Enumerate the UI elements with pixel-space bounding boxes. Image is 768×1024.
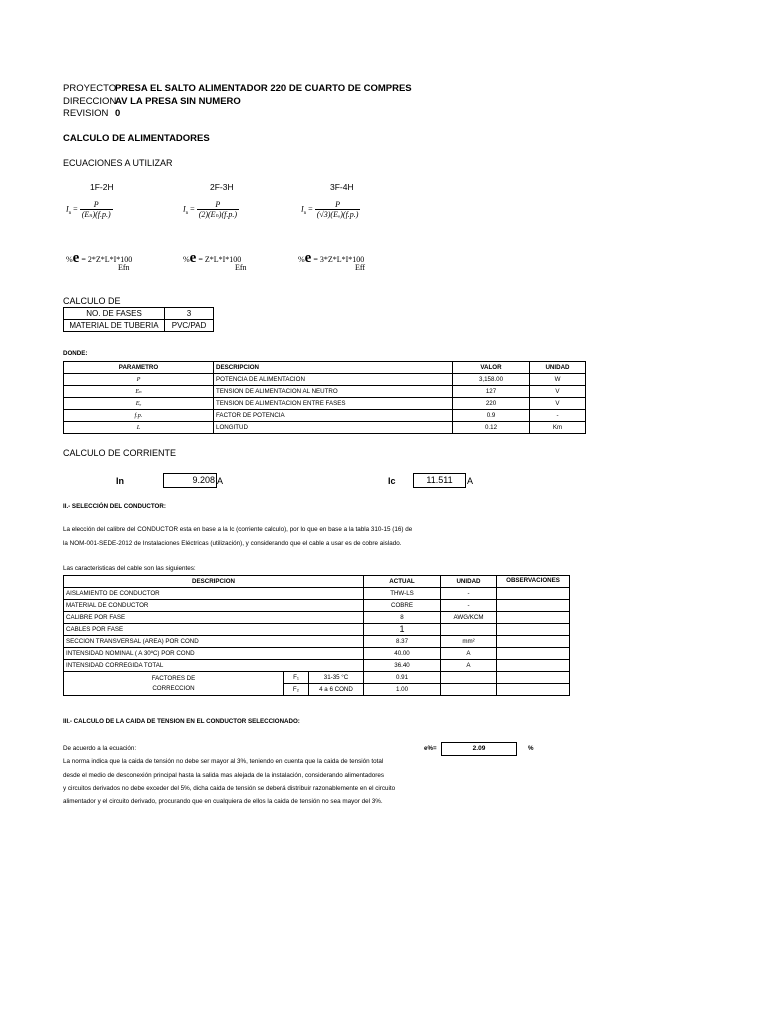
- e-value: 2.09: [441, 742, 517, 756]
- table-row: L LONGITUD 0.12 Km: [64, 422, 586, 434]
- equations-heading: ECUACIONES A UTILIZAR: [63, 158, 173, 168]
- eq-label-3f4h: 3F-4H: [330, 182, 354, 192]
- ic-value: 11.511: [413, 473, 466, 488]
- table-row: FACTORES DE CORRECCION F₁ 31-35 °C 0.91: [64, 672, 570, 684]
- drop-equation-1: %e = 2*Z*L*I*100: [66, 250, 133, 266]
- table-row: CABLES POR FASE 1: [64, 624, 570, 636]
- table-row: Eₙ TENSION DE ALIMENTACION AL NEUTRO 127 V: [64, 386, 586, 398]
- revision-label: REVISION: [63, 108, 109, 119]
- page-title: CALCULO DE ALIMENTADORES: [63, 133, 210, 144]
- col-parametro: PARAMETRO: [64, 362, 214, 374]
- current-equation-2: $I_n$ = $\frac{P}{\text{(2)(Eₙ)(f.p.)}}$: [183, 200, 238, 219]
- eq-label-1f2h: 1F-2H: [90, 182, 114, 192]
- e-label: e%=: [424, 745, 437, 752]
- table-row: P POTENCIA DE ALIMENTACION 3,158.00 W: [64, 374, 586, 386]
- parametros-table: [63, 361, 586, 434]
- seleccion-intro: Las caracteristicas del cable son las siguientes:: [63, 565, 196, 572]
- current-equation-3: $I_n$ = $\frac{P}{\text{(√3)(Eₒ)(f.p.)}}$: [301, 200, 359, 219]
- tuberia-label: MATERIAL DE TUBERIA: [64, 320, 165, 332]
- table-header-row: [64, 362, 586, 374]
- table-row: [64, 320, 214, 332]
- proyecto-value: PRESA EL SALTO ALIMENTADOR 220 DE CUARTO DE COMPRES: [115, 83, 412, 94]
- corriente-heading: CALCULO DE CORRIENTE: [63, 448, 177, 458]
- direccion-label: DIRECCION: [63, 96, 117, 107]
- table-row: F₂ 4 a 6 COND 1.00: [64, 684, 570, 696]
- calculo-de-table: [63, 307, 214, 332]
- fases-label: NO. DE FASES: [64, 308, 165, 320]
- caida-intro: De acuerdo a la ecuación:: [63, 745, 137, 752]
- seleccion-heading: II.- SELECCIÓN DEL CONDUCTOR:: [63, 503, 166, 510]
- fases-value: 3: [165, 308, 214, 320]
- ic-unit: A: [467, 476, 474, 486]
- drop-equation-2-den: Efn: [235, 263, 247, 272]
- caida-line-3: y circuitos derivados no debe exceder del 5%, dicha caida de tensión se deberá distribuir razonablemente en el circuito: [63, 785, 396, 792]
- e-unit: %: [528, 745, 534, 752]
- in-unit: A: [217, 476, 224, 486]
- caida-line-2: desde el medio de desconexión principal hasta la salida mas alejada de la instalación, considerando alimentadores: [63, 772, 384, 779]
- col-unidad: UNIDAD: [530, 362, 586, 374]
- table-row: MATERIAL DE CONDUCTOR COBRE -: [64, 600, 570, 612]
- factores-label: FACTORES DE CORRECCION: [64, 672, 284, 696]
- table-row: f.p. FACTOR DE POTENCIA 0.9 -: [64, 410, 586, 422]
- table-header-row: DESCRIPCION ACTUAL UNIDAD OBSERVACIONES: [64, 576, 570, 588]
- proyecto-label: PROYECTO: [63, 83, 117, 94]
- revision-value: 0: [115, 108, 121, 119]
- in-value: 9.208: [163, 473, 217, 488]
- table-row: [64, 308, 214, 320]
- caida-line-4: alimentador y el circuito derivado, procurando que en cualquiera de ellos la caida de tensión no sea mayor del 3%.: [63, 798, 383, 805]
- col-valor: VALOR: [453, 362, 530, 374]
- donde-label: DONDE:: [63, 350, 88, 357]
- drop-equation-1-den: Efn: [118, 263, 130, 272]
- col-descripcion: DESCRIPCION: [214, 362, 453, 374]
- table-row: INTENSIDAD NOMINAL ( A 30ºC) POR COND 40.00 A: [64, 648, 570, 660]
- drop-equation-2: %e = Z*L*I*100: [183, 250, 242, 266]
- table-row: AISLAMIENTO DE CONDUCTOR THW-LS -: [64, 588, 570, 600]
- eq-label-2f3h: 2F-3H: [210, 182, 234, 192]
- current-equation-1: $I_n$ = $\frac{P}{\text{(Eₙ)(f.p.)}}$: [66, 200, 111, 219]
- table-row: CALIBRE POR FASE 8 AWG/KCM: [64, 612, 570, 624]
- caida-line-1: La norma indica que la caida de tensión no debe ser mayor al 3%, teniendo en cuenta que la caida de tensión total: [63, 758, 384, 765]
- seleccion-para-2: la NOM-001-SEDE-2012 de Instalaciones Eléctricas (utilización), y considerando que el cable a usar es de cobre aislado.: [63, 540, 402, 547]
- caida-heading: III.- CALCULO DE LA CAIDA DE TENSION EN EL CONDUCTOR SELECCIONADO:: [63, 718, 300, 725]
- conductor-table: [63, 575, 570, 696]
- drop-equation-3: %e = 3*Z*L*I*100: [298, 250, 365, 266]
- calculo-de-label: CALCULO DE: [63, 296, 121, 306]
- drop-equation-3-den: Eff: [355, 263, 366, 272]
- in-label: In: [116, 476, 124, 486]
- table-row: Eₒ TENSION DE ALIMENTACION ENTRE FASES 220 V: [64, 398, 586, 410]
- direccion-value: AV LA PRESA SIN NUMERO: [115, 96, 241, 107]
- tuberia-value: PVC/PAD: [165, 320, 214, 332]
- table-row: INTENSIDAD CORREGIDA TOTAL 36.40 A: [64, 660, 570, 672]
- ic-label: Ic: [388, 476, 396, 486]
- table-row: SECCION TRANSVERSAL (AREA) POR COND 8.37 mm²: [64, 636, 570, 648]
- seleccion-para-1: La elección del calibre del CONDUCTOR esta en base a la Ic (corriente calculo), por lo que en base a la tabla 310-15 (16) de: [63, 526, 413, 533]
